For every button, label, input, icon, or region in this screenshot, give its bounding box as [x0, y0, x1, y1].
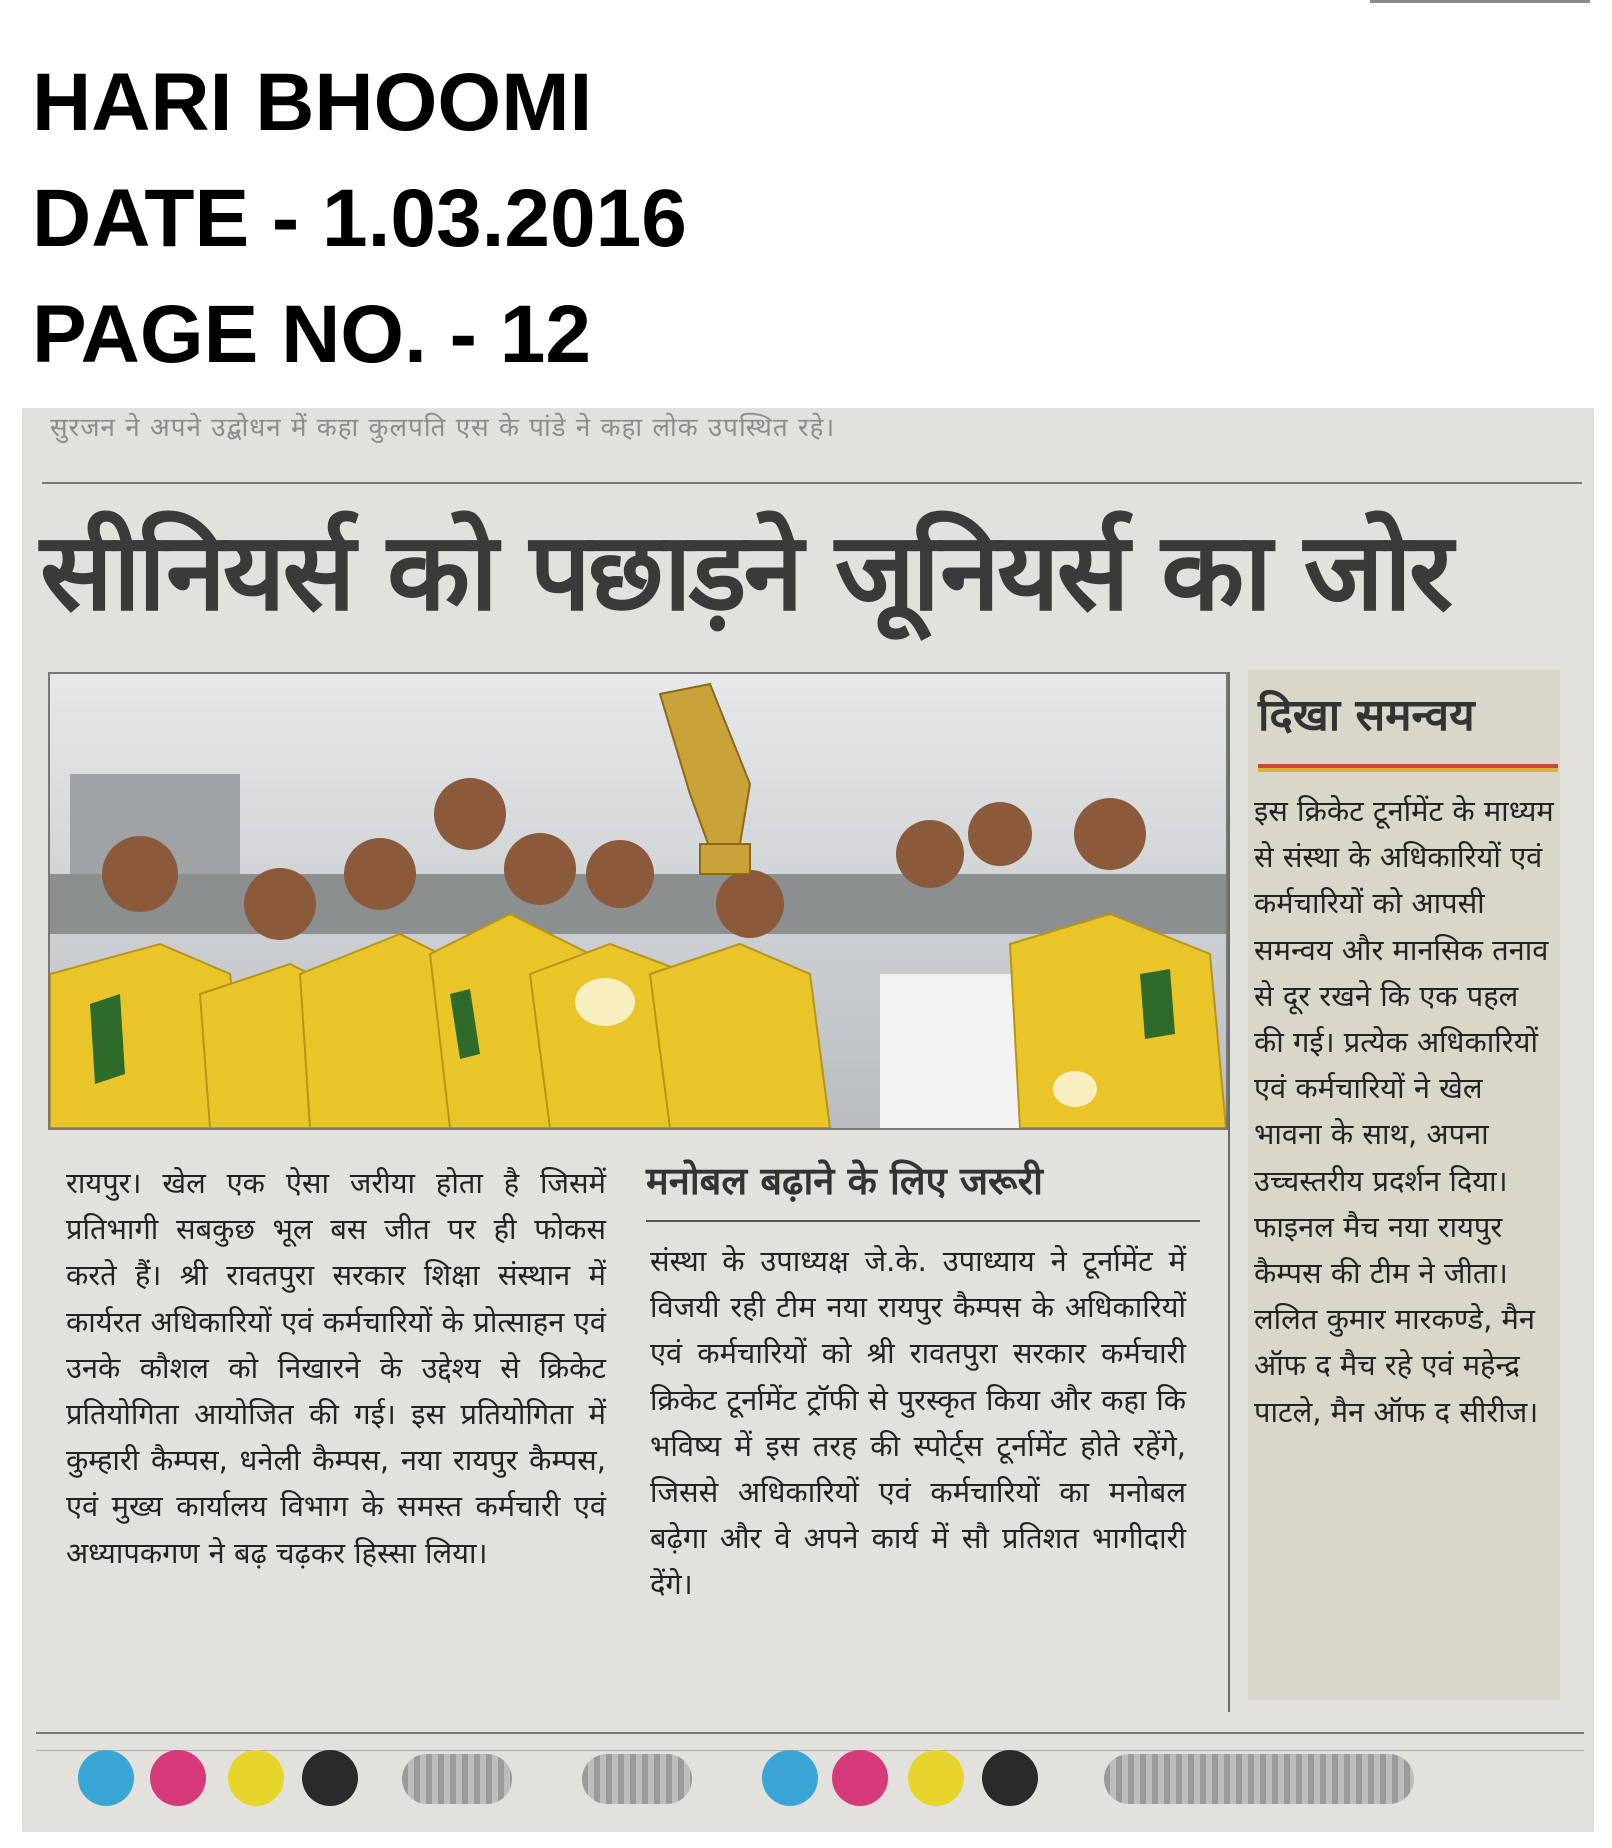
team-trophy-photo — [48, 672, 1228, 1130]
article-headline: सीनियर्स को पछाड़ने जूनियर्स का जोर — [40, 510, 1451, 635]
publication-date: DATE - 1.03.2016 — [32, 173, 687, 264]
registration-yellow-dot — [908, 1750, 964, 1806]
article-body-column-2: संस्था के उपाध्यक्ष जे.के. उपाध्याय ने टूर्नामेंट में विजयी रही टीम नया रायपुर कैम्पस के अधिकारियों एवं कर्मचारियों को श्री रावतपुरा सरकार कर्मचारी क्रिकेट टूर्नामेंट ट्रॉफी से पुरस्कृत किया और कहा कि भविष्य में इस तरह की स्पोर्ट्स टूर्नामेंट होते रहेंगे, जिससे अधिकारियों एवं कर्मचारियों का मनोबल बढ़ेगा और वे अपने कार्य में सौ प्रतिशत भागीदारी देंगे। — [650, 1244, 1186, 1602]
sidebar-divider — [1228, 672, 1230, 1712]
registration-gray-bar — [1104, 1754, 1414, 1804]
registration-magenta-dot — [832, 1750, 888, 1806]
newspaper-clipping — [22, 408, 1594, 1832]
page-number: PAGE NO. - 12 — [32, 289, 591, 380]
registration-cyan-dot — [762, 1750, 818, 1806]
registration-black-dot — [302, 1750, 358, 1806]
previous-article-scrap: सुरजन ने अपने उद्बोधन में कहा कुलपति एस के पांडे ने कहा लोक उपस्थित रहे। — [50, 413, 836, 443]
registration-yellow-dot — [228, 1750, 284, 1806]
article-subheading: मनोबल बढ़ाने के लिए जरूरी — [646, 1159, 1043, 1203]
top-rule — [42, 482, 1582, 484]
registration-cyan-dot — [78, 1750, 134, 1806]
top-edge-line — [1370, 0, 1590, 3]
registration-magenta-dot — [150, 1750, 206, 1806]
bottom-rule-2 — [36, 1750, 1584, 1751]
registration-gray-bar — [582, 1754, 692, 1804]
article-body-column-1: रायपुर। खेल एक ऐसा जरीया होता है जिसमें प्रतिभागी सबकुछ भूल बस जीत पर ही फोकस करते हैं। श्री रावतपुरा सरकार शिक्षा संस्थान में कार्यरत अधिकारियों एवं कर्मचारियों के प्रोत्साहन एवं उनके कौशल को निखारने के उद्देश्य से क्रिकेट प्रतियोगिता आयोजित की गई। इस प्रतियोगिता में कुम्हारी कैम्पस, धनेली कैम्पस, नया रायपुर कैम्पस, एवं मुख्य कार्यालय विभाग के समस्त कर्मचारी एवं अध्यापकगण ने बढ़ चढ़कर हिस्सा लिया। — [66, 1166, 606, 1570]
photo-illustration — [50, 674, 1226, 1128]
subheading-rule — [646, 1220, 1200, 1222]
sidebar-body: इस क्रिकेट टूर्नामेंट के माध्यम से संस्था के अधिकारियों एवं कर्मचारियों को आपसी समन्वय और मानसिक तनाव से दूर रखने कि एक पहल की गई। प्रत्येक अधिकारियों एवं कर्मचारियों ने खेल भावना के साथ, अपना उच्चस्तरीय प्रदर्शन दिया। फाइनल मैच नया रायपुर कैम्पस की टीम ने जीता। ललित कुमार मारकण्डे, मैन ऑफ द मैच रहे एवं महेन्द्र पाटले, मैन ऑफ द सीरीज। — [1254, 794, 1554, 1429]
publication-name: HARI BHOOMI — [32, 57, 593, 148]
bottom-rule — [36, 1732, 1584, 1734]
registration-gray-bar — [402, 1754, 512, 1804]
registration-black-dot — [982, 1750, 1038, 1806]
sidebar-title-rule — [1258, 764, 1558, 772]
sidebar-title: दिखा समन्वय — [1258, 690, 1475, 741]
